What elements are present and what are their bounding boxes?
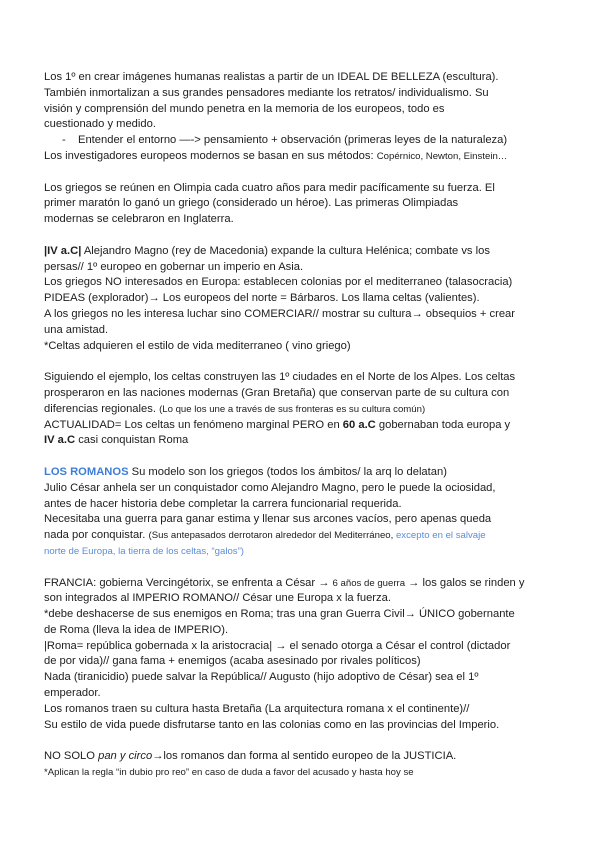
text-line: |Roma= república gobernada x la aristocracia| → el senado otorga a César el control (dictador [44, 639, 511, 652]
text-line: *Celtas adquieren el estilo de vida mediterraneo ( vino griego) [44, 339, 351, 352]
paragraph-olympics [44, 181, 560, 228]
text-span: Alejandro Magno (rey de Macedonia) expande la cultura Helénica; combate vs los [81, 244, 490, 257]
highlight-note: norte de Europa, la tierra de los celtas, “galos”) [44, 545, 244, 557]
text-span: FRANCIA: gobierna Vercingétorix, se enfrenta a César → [44, 576, 333, 589]
date-label: 60 a.C [342, 418, 376, 431]
text-line: A los griegos no les interesa luchar sino COMERCIAR// mostrar su cultura→ obsequios + crear [44, 307, 516, 320]
date-label: |IV a.C| [44, 244, 82, 257]
text-line: antes de hacer historia debe completar la carrera funcionarial requerida. [44, 497, 402, 510]
text-line: persas// 1º europeo en gobernar un imperio en Asia. [44, 260, 304, 273]
text-span: → los galos se rinden y [405, 576, 525, 589]
text-line: una amistad. [44, 323, 109, 336]
text-line: Los griegos se reúnen en Olimpia cada cuatro años para medir pacíficamente su fuerza. El [44, 181, 495, 194]
scientists-list: Copérnico, Newton, Einstein… [376, 150, 508, 162]
text-span: diferencias regionales. [44, 402, 160, 415]
paragraph-france [44, 576, 560, 734]
text-line: cuestionado y medido. [44, 118, 156, 131]
text-line: son integrados al IMPERIO ROMANO// César une Europa x la fuerza. [44, 592, 391, 605]
text-line: También inmortalizan a sus grandes pensadores mediante los retratos/ individualismo. Su [44, 86, 489, 99]
text-line: modernas se celebraron en Inglaterra. [44, 213, 234, 226]
text-line [44, 418, 560, 434]
text-line: Los romanos traen su cultura hasta Bretaña (La arquitectura romana x el continente)// [44, 702, 470, 715]
text-line [44, 528, 560, 544]
text-line [44, 244, 560, 260]
text-line: Nada (tiranicidio) puede salvar la República// Augusto (hijo adoptivo de César) sea el 1º [44, 671, 479, 684]
text-line [44, 749, 560, 765]
text-line: Los 1º en crear imágenes humanas realistas a partir de un IDEAL DE BELLEZA (escultura). [44, 71, 499, 83]
text-line: Necesitaba una guerra para ganar estima y llenar sus arcones vacíos, pero apenas queda [44, 513, 492, 526]
text-note: (Sus antepasados derrotaron alrededor del Mediterráneo, [148, 530, 396, 542]
text-note: (Lo que los une a través de sus fronteras es su cultura común) [159, 403, 426, 415]
text-line [44, 149, 560, 165]
bullet-dash: - [62, 134, 66, 147]
text-span: →los romanos dan forma al sentido europeo de la JUSTICIA. [152, 750, 457, 763]
bullet-item [44, 133, 560, 149]
paragraph-greek-art [44, 70, 560, 165]
text-line: de por vida)// gana fama + enemigos (acaba asesinado por rivales políticos) [44, 655, 421, 668]
text-span: Los investigadores europeos modernos se basan en sus métodos: [44, 149, 377, 162]
bullet-text: Entender el entorno —-> pensamiento + observación (primeras leyes de la naturaleza) [78, 134, 508, 147]
paragraph-alexander [44, 244, 560, 355]
text-span: gobernaban toda europa y [375, 418, 511, 431]
date-label: IV a.C [44, 434, 76, 447]
text-line [44, 402, 560, 418]
paragraph-romans [44, 465, 560, 560]
text-span: ACTUALIDAD= Los celtas un fenómeno marginal PERO en [44, 418, 343, 431]
text-line [44, 576, 560, 592]
italic-phrase: pan y circo [98, 750, 153, 763]
paragraph-celts [44, 370, 560, 449]
text-line [44, 433, 560, 449]
text-line: de Roma (lleva la idea de IMPERIO). [44, 623, 229, 636]
text-span: nada por conquistar. [44, 529, 149, 542]
text-span: Su modelo son los griegos (todos los ámbitos/ la arq lo delatan) [128, 465, 447, 478]
paragraph-justice [44, 749, 560, 781]
text-span: casi conquistan Roma [75, 434, 189, 447]
text-line: *debe deshacerse de sus enemigos en Roma; tras una gran Guerra Civil→ ÚNICO gobernante [44, 608, 515, 621]
highlight-note: excepto en el salvaje [395, 530, 486, 542]
text-line: Siguiendo el ejemplo, los celtas construyen las 1º ciudades en el Norte de los Alpes. Los celtas [44, 371, 516, 384]
text-note: 6 años de guerra [332, 577, 406, 589]
text-span: NO SOLO [44, 750, 99, 763]
text-line: Su estilo de vida puede disfrutarse tanto en las colonias como en las provincias del Imperio. [44, 718, 500, 731]
text-line: primer maratón lo ganó un griego (considerado un héroe). Las primeras Olimpiadas [44, 197, 459, 210]
text-line: *Aplican la regla “in dubio pro reo” en caso de duda a favor del acusado y hasta hoy se [44, 767, 414, 779]
text-line: Los griegos NO interesados en Europa: establecen colonias por el mediterraneo (talasocracia) [44, 276, 513, 289]
text-line: PIDEAS (explorador)→ Los europeos del norte = Bárbaros. Los llama celtas (valientes). [44, 292, 480, 305]
text-line: emperador. [44, 687, 101, 700]
text-line [44, 465, 560, 481]
section-heading: LOS ROMANOS [44, 465, 129, 478]
text-line: visión y comprensión del mundo penetra en la memoria de los europeos, todo es [44, 102, 445, 115]
text-line: Julio César anhela ser un conquistador como Alejandro Magno, pero le puede la ociosidad, [44, 481, 496, 494]
text-line: prosperaron en las naciones modernas (Gran Bretaña) que conservan parte de su cultura con [44, 386, 510, 399]
